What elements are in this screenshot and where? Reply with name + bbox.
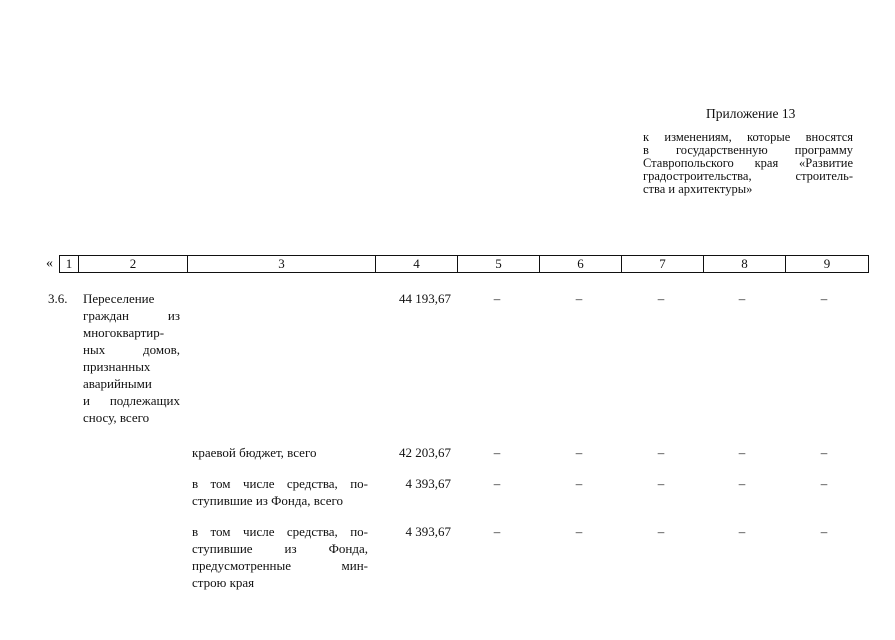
empty-dash: – [820, 476, 828, 491]
empty-dash: – [820, 524, 828, 539]
column-header: 8 [703, 256, 785, 272]
empty-dash: – [738, 524, 746, 539]
item-number: 3.6. [48, 291, 68, 306]
appendix-line: ства и архитектуры» [643, 182, 753, 196]
item-name-line: аварийными [83, 376, 152, 391]
funding-source [192, 475, 368, 509]
appendix-line: Ставропольского края «Развитие [643, 156, 853, 170]
empty-dash: – [575, 524, 583, 539]
opening-quote: « [46, 256, 53, 271]
empty-dash: – [738, 291, 746, 306]
item-name-line: и подлежащих [83, 393, 180, 408]
empty-dash: – [657, 445, 665, 460]
column-header: 4 [375, 256, 457, 272]
empty-dash: – [657, 524, 665, 539]
funding-source-line: строю края [192, 575, 255, 590]
appendix-line: градостроительства, строитель- [643, 169, 853, 183]
column-header: 3 [187, 256, 375, 272]
item-total-value: 44 193,67 [399, 291, 451, 306]
funding-source-line: краевой бюджет, всего [192, 445, 317, 460]
empty-dash: – [493, 291, 501, 306]
column-header: 6 [539, 256, 621, 272]
empty-dash: – [493, 476, 501, 491]
empty-dash: – [575, 291, 583, 306]
empty-dash: – [657, 476, 665, 491]
item-name-line: признанных [83, 359, 151, 374]
column-header: 9 [785, 256, 868, 272]
empty-dash: – [657, 291, 665, 306]
item-name-line: Переселение [83, 291, 155, 306]
appendix-description [643, 131, 853, 196]
table-header-row [59, 255, 869, 273]
empty-dash: – [493, 445, 501, 460]
item-name-line: сносу, всего [83, 410, 150, 425]
empty-dash: – [738, 476, 746, 491]
column-header: 5 [457, 256, 539, 272]
column-header: 1 [65, 256, 73, 271]
funding-source-line: в том числе средства, по- [192, 524, 368, 539]
funding-value: 4 393,67 [405, 476, 451, 491]
funding-source [192, 523, 368, 591]
empty-dash: – [575, 445, 583, 460]
funding-value: 4 393,67 [405, 524, 451, 539]
column-header: 2 [78, 256, 187, 272]
item-name-line: многоквартир- [83, 325, 165, 340]
funding-source-line: предусмотренные мин- [192, 558, 368, 573]
funding-source-line: ступившие из Фонда, всего [192, 493, 344, 508]
item-name-line: ных домов, [83, 342, 180, 357]
funding-source [192, 444, 368, 461]
column-header: 7 [621, 256, 703, 272]
appendix-line: к изменениям, которые вносятся [643, 130, 853, 144]
funding-source-line: ступившие из Фонда, [192, 541, 368, 556]
item-name-line: граждан из [83, 308, 180, 323]
empty-dash: – [493, 524, 501, 539]
empty-dash: – [575, 476, 583, 491]
appendix-title: Приложение 13 [706, 106, 796, 121]
empty-dash: – [820, 291, 828, 306]
item-name [83, 290, 180, 426]
appendix-line: в государственную программу [643, 143, 853, 157]
funding-value: 42 203,67 [399, 445, 451, 460]
empty-dash: – [738, 445, 746, 460]
empty-dash: – [820, 445, 828, 460]
funding-source-line: в том числе средства, по- [192, 476, 368, 491]
